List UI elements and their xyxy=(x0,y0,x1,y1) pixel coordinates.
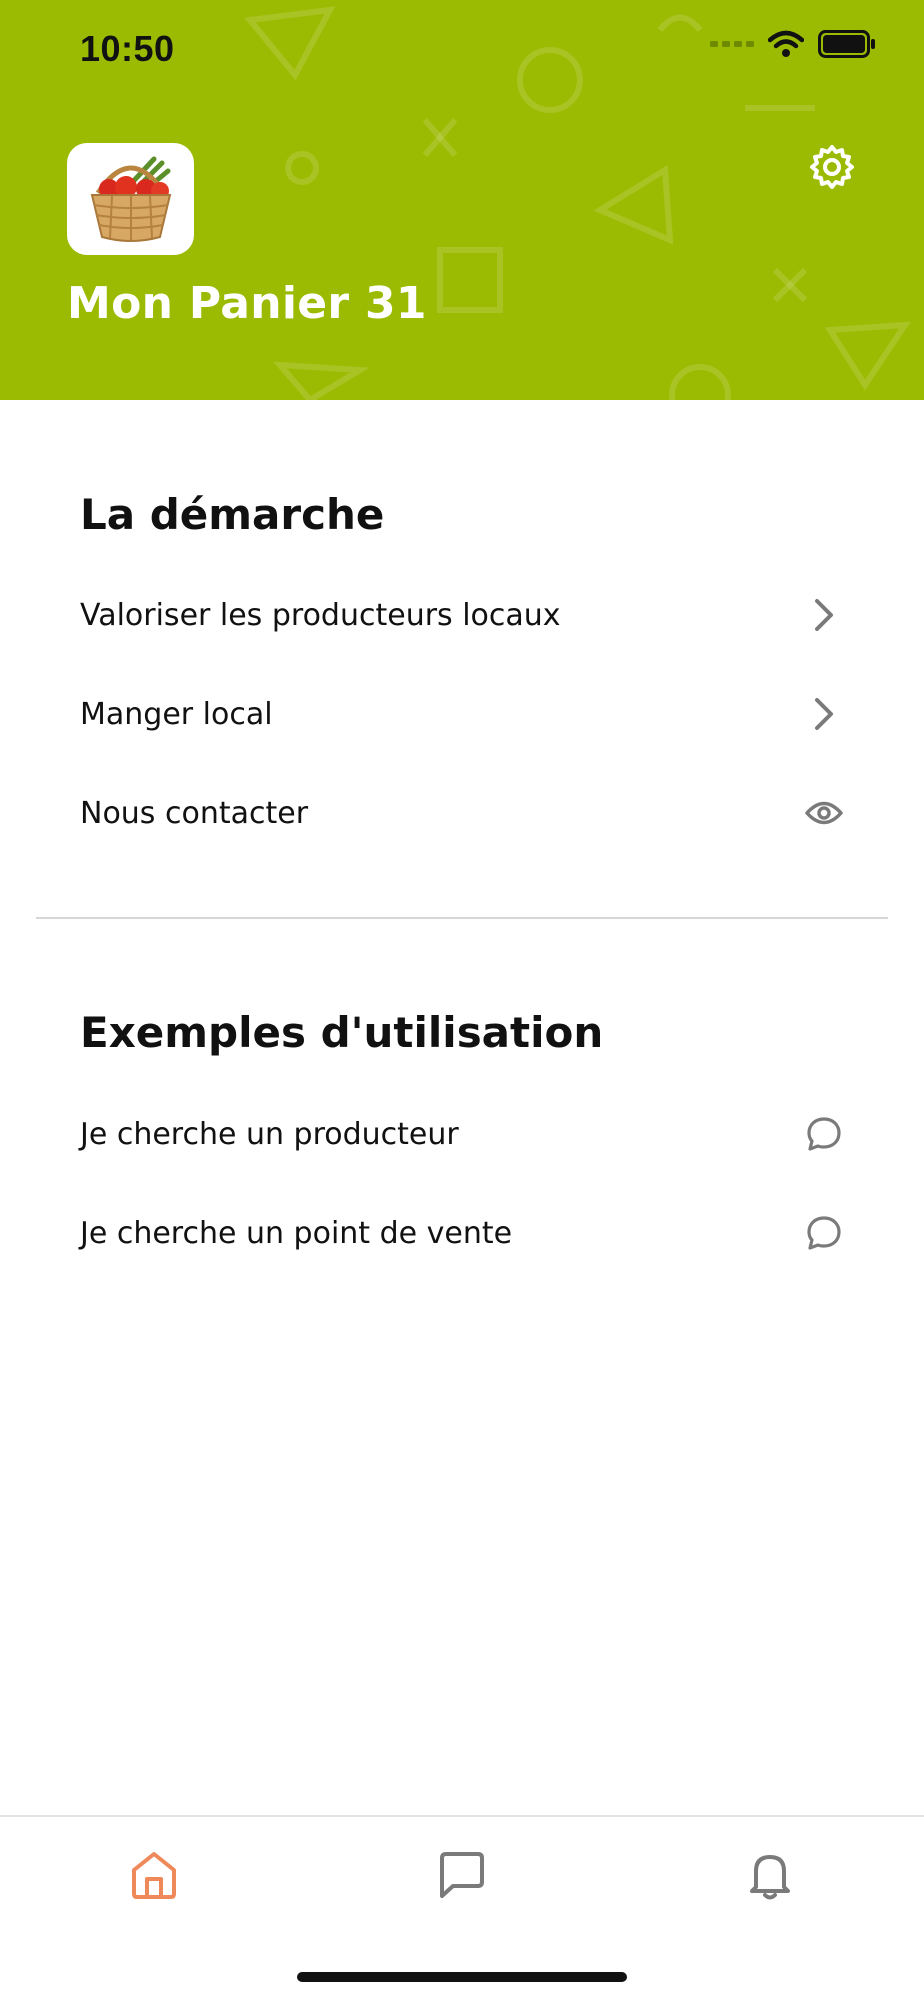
tab-home[interactable] xyxy=(124,1845,184,1905)
list-item-label: Valoriser les producteurs locaux xyxy=(80,597,561,633)
message-icon xyxy=(437,1850,487,1900)
chat-bubble-icon xyxy=(804,1114,844,1154)
tab-notifications[interactable] xyxy=(740,1845,800,1905)
home-indicator xyxy=(297,1972,627,1982)
list-item-cherche-point-de-vente[interactable] xyxy=(80,1198,844,1268)
list-item-manger-local[interactable] xyxy=(80,679,844,749)
eye-icon xyxy=(804,793,844,833)
section-divider xyxy=(36,917,888,919)
battery-icon xyxy=(818,30,876,58)
app-logo xyxy=(67,143,194,255)
list-item-label: Manger local xyxy=(80,696,273,732)
bell-icon xyxy=(746,1849,794,1901)
wifi-icon xyxy=(768,30,804,58)
app-header xyxy=(0,0,924,400)
list-item-label: Je cherche un producteur xyxy=(80,1116,459,1152)
list-item-label: Je cherche un point de vente xyxy=(80,1215,513,1251)
list-item-label: Nous contacter xyxy=(80,795,309,831)
tab-messages[interactable] xyxy=(432,1845,492,1905)
basket-icon xyxy=(76,149,186,249)
gear-icon xyxy=(808,143,856,191)
signal-icon xyxy=(710,39,754,49)
app-title: Mon Panier 31 xyxy=(67,278,427,329)
list-item-valoriser[interactable] xyxy=(80,580,844,650)
list-item-nous-contacter[interactable] xyxy=(80,778,844,848)
home-icon xyxy=(130,1850,178,1900)
section-title-demarche: La démarche xyxy=(80,490,385,539)
settings-button[interactable] xyxy=(808,143,856,191)
chevron-right-icon xyxy=(804,694,844,734)
chat-bubble-icon xyxy=(804,1213,844,1253)
section-title-exemples: Exemples d'utilisation xyxy=(80,1008,604,1057)
status-icons xyxy=(710,30,876,58)
list-item-cherche-producteur[interactable] xyxy=(80,1099,844,1169)
chevron-right-icon xyxy=(804,595,844,635)
status-time: 10:50 xyxy=(80,28,175,69)
